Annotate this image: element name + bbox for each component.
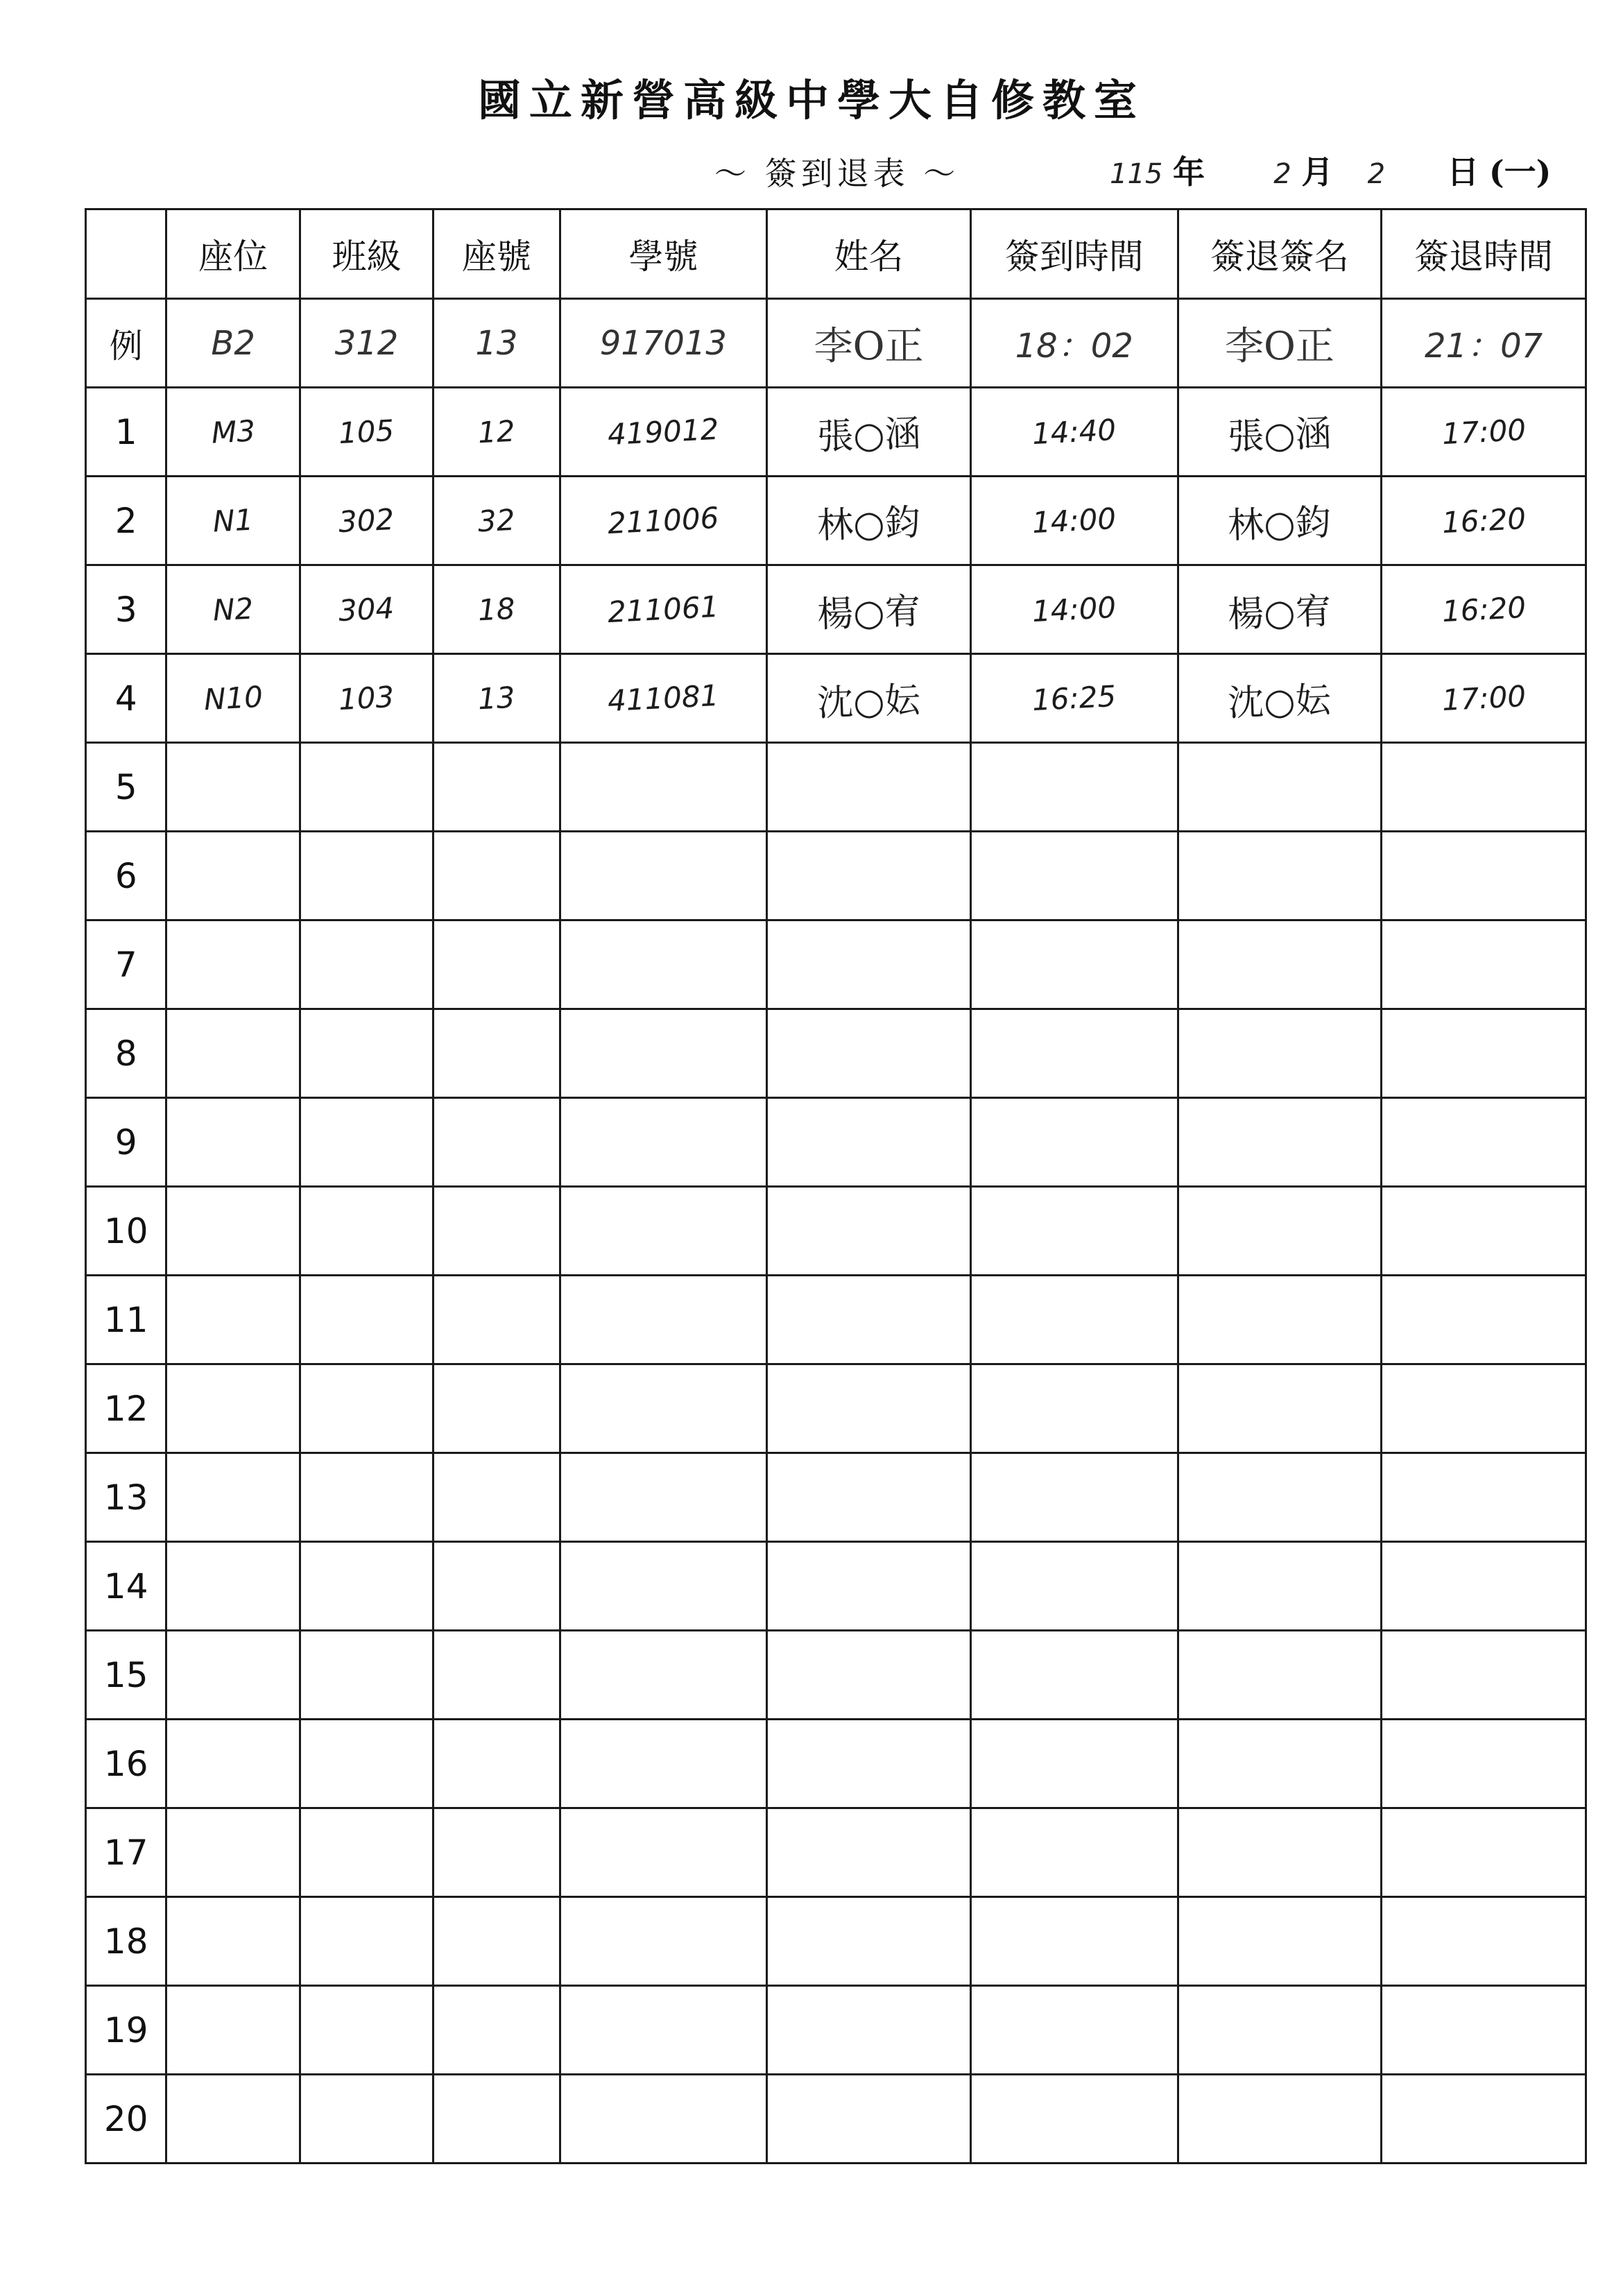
cell-class <box>300 1098 433 1187</box>
handwritten-checkin-time: 14:00 <box>1031 501 1117 540</box>
handwritten-student-id: 411081 <box>607 678 720 719</box>
date-year-unit: 年 <box>1172 153 1205 191</box>
cell-student-id <box>560 1542 767 1631</box>
cell-checkout-time <box>1382 1098 1586 1187</box>
cell-checkout-signature <box>1178 388 1382 477</box>
cell-name <box>767 1986 971 2075</box>
cell-class <box>300 1897 433 1986</box>
cell-checkout-signature <box>1178 1364 1382 1453</box>
cell-class <box>300 1453 433 1542</box>
date-year: 115 <box>1110 158 1163 190</box>
cell-checkout-signature <box>1178 1897 1382 1986</box>
cell-class <box>300 1720 433 1808</box>
cell-checkout-time <box>1382 743 1586 832</box>
cell-checkout-signature <box>1178 1009 1382 1098</box>
cell-seat <box>166 1453 300 1542</box>
cell-seat <box>166 1720 300 1808</box>
handwritten-student-id: 211061 <box>607 589 720 630</box>
cell-student-id <box>560 1009 767 1098</box>
cell-seat <box>166 565 300 654</box>
table-row <box>86 1720 1586 1808</box>
cell-seat-no <box>433 743 560 832</box>
cell-checkin-time <box>970 832 1178 920</box>
table-row <box>86 2075 1586 2164</box>
cell-checkin-time <box>970 1720 1178 1808</box>
cell-seat-no <box>433 1986 560 2075</box>
header-cell-checkin-time: 簽到時間 <box>970 209 1178 299</box>
cell-student-id <box>560 1276 767 1364</box>
cell-student-id <box>560 1720 767 1808</box>
cell-checkout-time <box>1382 1009 1586 1098</box>
handwritten-checkout-signature: 張○涵 <box>1227 413 1332 459</box>
example-student-id: 917013 <box>560 299 767 388</box>
cell-checkout-time <box>1382 565 1586 654</box>
cell-seat-no <box>433 1453 560 1542</box>
table-row <box>86 654 1586 743</box>
handwritten-checkout-time: 17:00 <box>1441 678 1527 718</box>
cell-seat <box>166 1098 300 1187</box>
cell-student-id <box>560 1453 767 1542</box>
row-number: 9 <box>86 1098 166 1187</box>
cell-name <box>767 1098 971 1187</box>
handwritten-student-id: 419012 <box>607 411 720 452</box>
cell-checkout-signature <box>1178 1453 1382 1542</box>
example-checkout-time: 21：07 <box>1382 299 1586 388</box>
cell-checkout-time <box>1382 1897 1586 1986</box>
cell-seat-no <box>433 1897 560 1986</box>
handwritten-seat-no: 18 <box>476 591 516 628</box>
cell-checkin-time <box>970 1631 1178 1720</box>
cell-seat <box>166 1897 300 1986</box>
table-row <box>86 920 1586 1009</box>
handwritten-student-id: 211006 <box>607 500 720 541</box>
cell-student-id <box>560 565 767 654</box>
cell-student-id <box>560 832 767 920</box>
cell-seat-no <box>433 388 560 477</box>
cell-name <box>767 1631 971 1720</box>
row-number: 5 <box>86 743 166 832</box>
cell-class <box>300 1808 433 1897</box>
cell-checkout-signature <box>1178 920 1382 1009</box>
cell-name <box>767 1897 971 1986</box>
handwritten-seat: N2 <box>212 591 255 628</box>
example-row <box>86 299 1586 388</box>
cell-name <box>767 832 971 920</box>
cell-seat-no <box>433 1542 560 1631</box>
cell-seat-no <box>433 832 560 920</box>
table-row <box>86 1808 1586 1897</box>
cell-name <box>767 654 971 743</box>
cell-name <box>767 1453 971 1542</box>
handwritten-checkout-signature: 沈○妘 <box>1227 679 1332 725</box>
table-row <box>86 743 1586 832</box>
handwritten-seat-no: 13 <box>476 680 516 717</box>
cell-checkin-time <box>970 920 1178 1009</box>
row-number: 16 <box>86 1720 166 1808</box>
row-number: 6 <box>86 832 166 920</box>
cell-checkout-signature <box>1178 2075 1382 2164</box>
table-row <box>86 1187 1586 1276</box>
cell-student-id <box>560 920 767 1009</box>
handwritten-name: 林○鈞 <box>816 502 922 547</box>
cell-seat <box>166 1364 300 1453</box>
handwritten-name: 沈○妘 <box>816 679 922 725</box>
handwritten-class: 103 <box>338 679 395 717</box>
cell-seat-no <box>433 565 560 654</box>
cell-checkout-signature <box>1178 1986 1382 2075</box>
cell-name <box>767 477 971 565</box>
cell-checkout-time <box>1382 2075 1586 2164</box>
cell-class <box>300 743 433 832</box>
handwritten-checkin-time: 14:00 <box>1031 590 1117 629</box>
cell-checkout-time <box>1382 1986 1586 2075</box>
row-number: 15 <box>86 1631 166 1720</box>
cell-student-id <box>560 654 767 743</box>
cell-checkout-time <box>1382 1542 1586 1631</box>
cell-seat <box>166 654 300 743</box>
handwritten-checkout-time: 16:20 <box>1441 501 1527 540</box>
table-row <box>86 388 1586 477</box>
table-row <box>86 1542 1586 1631</box>
cell-checkin-time <box>970 743 1178 832</box>
cell-name <box>767 388 971 477</box>
cell-class <box>300 2075 433 2164</box>
cell-checkin-time <box>970 1098 1178 1187</box>
cell-class <box>300 388 433 477</box>
example-label: 例 <box>86 299 166 388</box>
cell-name <box>767 1808 971 1897</box>
handwritten-checkout-signature: 楊○宥 <box>1227 590 1332 636</box>
cell-checkin-time <box>970 1808 1178 1897</box>
cell-checkout-time <box>1382 654 1586 743</box>
cell-checkout-signature <box>1178 1631 1382 1720</box>
table-row <box>86 1098 1586 1187</box>
cell-student-id <box>560 1986 767 2075</box>
signin-table <box>85 208 1587 2164</box>
cell-checkout-signature <box>1178 1808 1382 1897</box>
row-number: 19 <box>86 1986 166 2075</box>
cell-name <box>767 1720 971 1808</box>
example-checkin-time: 18：02 <box>970 299 1178 388</box>
cell-student-id <box>560 388 767 477</box>
cell-seat-no <box>433 1187 560 1276</box>
row-number: 11 <box>86 1276 166 1364</box>
row-number: 14 <box>86 1542 166 1631</box>
cell-seat <box>166 477 300 565</box>
example-class: 312 <box>300 299 433 388</box>
cell-name <box>767 1187 971 1276</box>
table-row <box>86 1986 1586 2075</box>
cell-checkin-time <box>970 1276 1178 1364</box>
handwritten-name: 張○涵 <box>816 413 922 459</box>
row-number: 8 <box>86 1009 166 1098</box>
header-cell-seat: 座位 <box>166 209 300 299</box>
cell-seat-no <box>433 1009 560 1098</box>
cell-checkout-signature <box>1178 1542 1382 1631</box>
cell-seat-no <box>433 1098 560 1187</box>
cell-checkout-time <box>1382 920 1586 1009</box>
cell-seat-no <box>433 1364 560 1453</box>
date-month-unit: 月 <box>1301 153 1334 191</box>
cell-seat <box>166 388 300 477</box>
cell-seat-no <box>433 477 560 565</box>
cell-class <box>300 1631 433 1720</box>
cell-student-id <box>560 1808 767 1897</box>
cell-seat-no <box>433 1720 560 1808</box>
cell-checkout-time <box>1382 1720 1586 1808</box>
cell-seat <box>166 920 300 1009</box>
cell-class <box>300 1009 433 1098</box>
cell-checkin-time <box>970 388 1178 477</box>
handwritten-seat-no: 12 <box>476 413 516 450</box>
handwritten-seat: N1 <box>212 502 255 539</box>
header-cell-class: 班級 <box>300 209 433 299</box>
cell-checkout-time <box>1382 1276 1586 1364</box>
handwritten-checkout-time: 16:20 <box>1441 590 1527 629</box>
cell-checkout-signature <box>1178 743 1382 832</box>
cell-seat <box>166 743 300 832</box>
cell-class <box>300 477 433 565</box>
handwritten-checkin-time: 16:25 <box>1031 678 1117 718</box>
row-number: 20 <box>86 2075 166 2164</box>
form-subtitle: 〜 簽到退表 〜 <box>714 155 960 192</box>
cell-student-id <box>560 1098 767 1187</box>
date-weekday: (一) <box>1488 153 1552 191</box>
example-seat-no: 13 <box>433 299 560 388</box>
row-number: 2 <box>86 477 166 565</box>
row-number: 12 <box>86 1364 166 1453</box>
cell-seat <box>166 1631 300 1720</box>
date-line <box>1110 151 1551 195</box>
table-row <box>86 1364 1586 1453</box>
cell-checkout-signature <box>1178 1098 1382 1187</box>
header-cell-checkout-time: 簽退時間 <box>1382 209 1586 299</box>
cell-student-id <box>560 2075 767 2164</box>
date-month: 2 <box>1273 158 1291 190</box>
cell-seat-no <box>433 1276 560 1364</box>
cell-checkin-time <box>970 2075 1178 2164</box>
handwritten-class: 105 <box>338 413 395 451</box>
cell-seat-no <box>433 920 560 1009</box>
cell-seat <box>166 1276 300 1364</box>
header-cell-name: 姓名 <box>767 209 971 299</box>
date-day-unit: 日 <box>1447 153 1479 191</box>
cell-class <box>300 1364 433 1453</box>
handwritten-name: 楊○宥 <box>816 590 922 636</box>
cell-checkin-time <box>970 565 1178 654</box>
cell-student-id <box>560 1897 767 1986</box>
cell-name <box>767 565 971 654</box>
header-row <box>86 209 1586 299</box>
row-number: 18 <box>86 1897 166 1986</box>
handwritten-checkin-time: 14:40 <box>1031 412 1117 452</box>
cell-checkout-time <box>1382 1187 1586 1276</box>
cell-class <box>300 1276 433 1364</box>
cell-checkout-signature <box>1178 832 1382 920</box>
cell-checkout-time <box>1382 388 1586 477</box>
cell-checkout-time <box>1382 1631 1586 1720</box>
row-number: 10 <box>86 1187 166 1276</box>
table-row <box>86 565 1586 654</box>
cell-checkin-time <box>970 1986 1178 2075</box>
cell-class <box>300 1986 433 2075</box>
row-number: 17 <box>86 1808 166 1897</box>
handwritten-class: 304 <box>338 590 395 628</box>
cell-seat-no <box>433 1808 560 1897</box>
table-row <box>86 1897 1586 1986</box>
cell-checkout-time <box>1382 477 1586 565</box>
header-cell-student-id: 學號 <box>560 209 767 299</box>
cell-name <box>767 2075 971 2164</box>
handwritten-seat-no: 32 <box>476 502 516 539</box>
cell-seat <box>166 1808 300 1897</box>
table-row <box>86 1276 1586 1364</box>
cell-student-id <box>560 1631 767 1720</box>
cell-seat <box>166 832 300 920</box>
row-number: 3 <box>86 565 166 654</box>
cell-name <box>767 920 971 1009</box>
cell-checkin-time <box>970 1187 1178 1276</box>
cell-checkout-signature <box>1178 1720 1382 1808</box>
table-row <box>86 477 1586 565</box>
cell-checkout-signature <box>1178 1187 1382 1276</box>
cell-checkin-time <box>970 1453 1178 1542</box>
cell-name <box>767 1009 971 1098</box>
cell-checkin-time <box>970 1897 1178 1986</box>
cell-class <box>300 1187 433 1276</box>
row-number: 13 <box>86 1453 166 1542</box>
cell-checkout-time <box>1382 1808 1586 1897</box>
cell-checkin-time <box>970 477 1178 565</box>
cell-student-id <box>560 1364 767 1453</box>
cell-student-id <box>560 743 767 832</box>
cell-checkin-time <box>970 654 1178 743</box>
cell-name <box>767 1542 971 1631</box>
cell-class <box>300 654 433 743</box>
cell-class <box>300 565 433 654</box>
row-number: 1 <box>86 388 166 477</box>
row-number: 4 <box>86 654 166 743</box>
cell-student-id <box>560 1187 767 1276</box>
table-row <box>86 832 1586 920</box>
example-name: 李O正 <box>767 299 971 388</box>
date-day: 2 <box>1367 158 1386 190</box>
example-checkout-signature: 李O正 <box>1178 299 1382 388</box>
cell-checkout-signature <box>1178 477 1382 565</box>
cell-name <box>767 1364 971 1453</box>
row-number: 7 <box>86 920 166 1009</box>
cell-seat <box>166 1986 300 2075</box>
handwritten-checkout-time: 17:00 <box>1441 412 1527 452</box>
handwritten-class: 302 <box>338 502 395 540</box>
table-row <box>86 1453 1586 1542</box>
cell-seat <box>166 2075 300 2164</box>
handwritten-checkout-signature: 林○鈞 <box>1227 502 1332 547</box>
header-cell-checkout-signature: 簽退簽名 <box>1178 209 1382 299</box>
cell-class <box>300 1542 433 1631</box>
cell-seat-no <box>433 654 560 743</box>
cell-checkout-signature <box>1178 1276 1382 1364</box>
header-cell <box>86 209 166 299</box>
cell-checkin-time <box>970 1542 1178 1631</box>
example-seat: B2 <box>166 299 300 388</box>
cell-class <box>300 920 433 1009</box>
cell-checkin-time <box>970 1009 1178 1098</box>
cell-seat-no <box>433 2075 560 2164</box>
cell-name <box>767 1276 971 1364</box>
table-row <box>86 1631 1586 1720</box>
handwritten-seat: N10 <box>203 679 264 717</box>
cell-checkout-time <box>1382 832 1586 920</box>
cell-student-id <box>560 477 767 565</box>
cell-seat <box>166 1009 300 1098</box>
cell-checkout-time <box>1382 1364 1586 1453</box>
cell-checkin-time <box>970 1364 1178 1453</box>
cell-checkout-time <box>1382 1453 1586 1542</box>
cell-seat <box>166 1187 300 1276</box>
cell-checkout-signature <box>1178 654 1382 743</box>
cell-name <box>767 743 971 832</box>
table-row <box>86 1009 1586 1098</box>
cell-seat-no <box>433 1631 560 1720</box>
cell-class <box>300 832 433 920</box>
handwritten-seat: M3 <box>210 413 256 450</box>
header-cell-seat-no: 座號 <box>433 209 560 299</box>
cell-checkout-signature <box>1178 565 1382 654</box>
cell-seat <box>166 1542 300 1631</box>
page-title: 國立新營高級中學大自修教室 <box>477 75 1145 126</box>
